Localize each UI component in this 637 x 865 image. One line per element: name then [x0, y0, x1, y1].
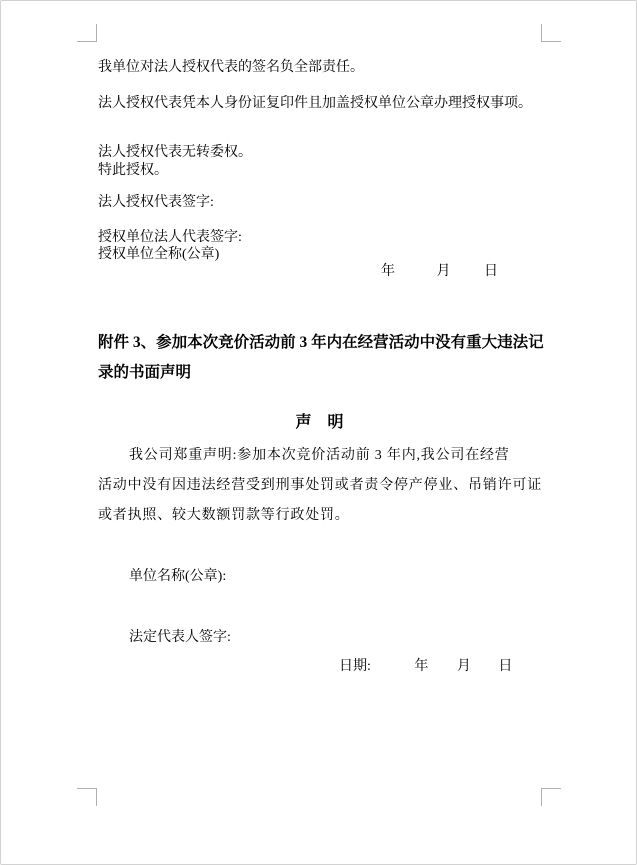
declaration-body-line3: 或者执照、较大数额罚款等行政处罚。 — [98, 508, 350, 523]
declaration-body-line2: 活动中没有因违法经营受到刑事处罚或者责令停产停业、吊销许可证 — [98, 478, 542, 493]
declaration-date-label: 日期: — [339, 659, 371, 674]
attachment3-title-line1: 附件 3、参加本次竞价活动前 3 年内在经营活动中没有重大违法记 — [98, 334, 544, 351]
declaration-date-line — [339, 658, 541, 675]
auth-date-year-label: 年 — [381, 264, 395, 279]
margin-corner-mark-top-right — [541, 24, 561, 42]
declaration-date-day-label: 日 — [498, 659, 513, 674]
declaration-legal-rep-signature-label: 法定代表人签字: — [129, 630, 231, 645]
auth-hereby-paragraph: 特此授权。 — [98, 163, 168, 178]
auth-unit-legal-rep-signature-label: 授权单位法人代表签字: — [98, 230, 242, 245]
auth-id-copy-paragraph: 法人授权代表凭本人身份证复印件且加盖授权单位公章办理授权事项。 — [98, 96, 532, 111]
margin-corner-mark-bottom-left — [77, 788, 97, 806]
auth-rep-signature-label: 法人授权代表签字: — [98, 195, 214, 210]
margin-corner-mark-top-left — [77, 24, 97, 42]
margin-corner-mark-bottom-right — [541, 788, 561, 806]
auth-date-month-label: 月 — [436, 264, 451, 279]
auth-no-delegation-paragraph: 法人授权代表无转委权。 — [98, 145, 252, 160]
declaration-subtitle: 声 明 — [295, 414, 344, 431]
auth-date-line — [381, 263, 541, 280]
auth-date-day-label: 日 — [484, 264, 498, 279]
declaration-company-name-seal-label: 单位名称(公章): — [129, 569, 227, 584]
declaration-date-month-label: 月 — [456, 659, 471, 674]
declaration-body-line1: 我公司郑重声明:参加本次竞价活动前 3 年内,我公司在经营 — [129, 448, 510, 463]
auth-responsibility-paragraph: 我单位对法人授权代表的签名负全部责任。 — [98, 60, 364, 75]
attachment3-title-line2: 录的书面声明 — [98, 364, 192, 381]
declaration-date-year-label: 年 — [414, 659, 429, 674]
auth-unit-full-name-seal-label: 授权单位全称(公章) — [98, 247, 220, 262]
